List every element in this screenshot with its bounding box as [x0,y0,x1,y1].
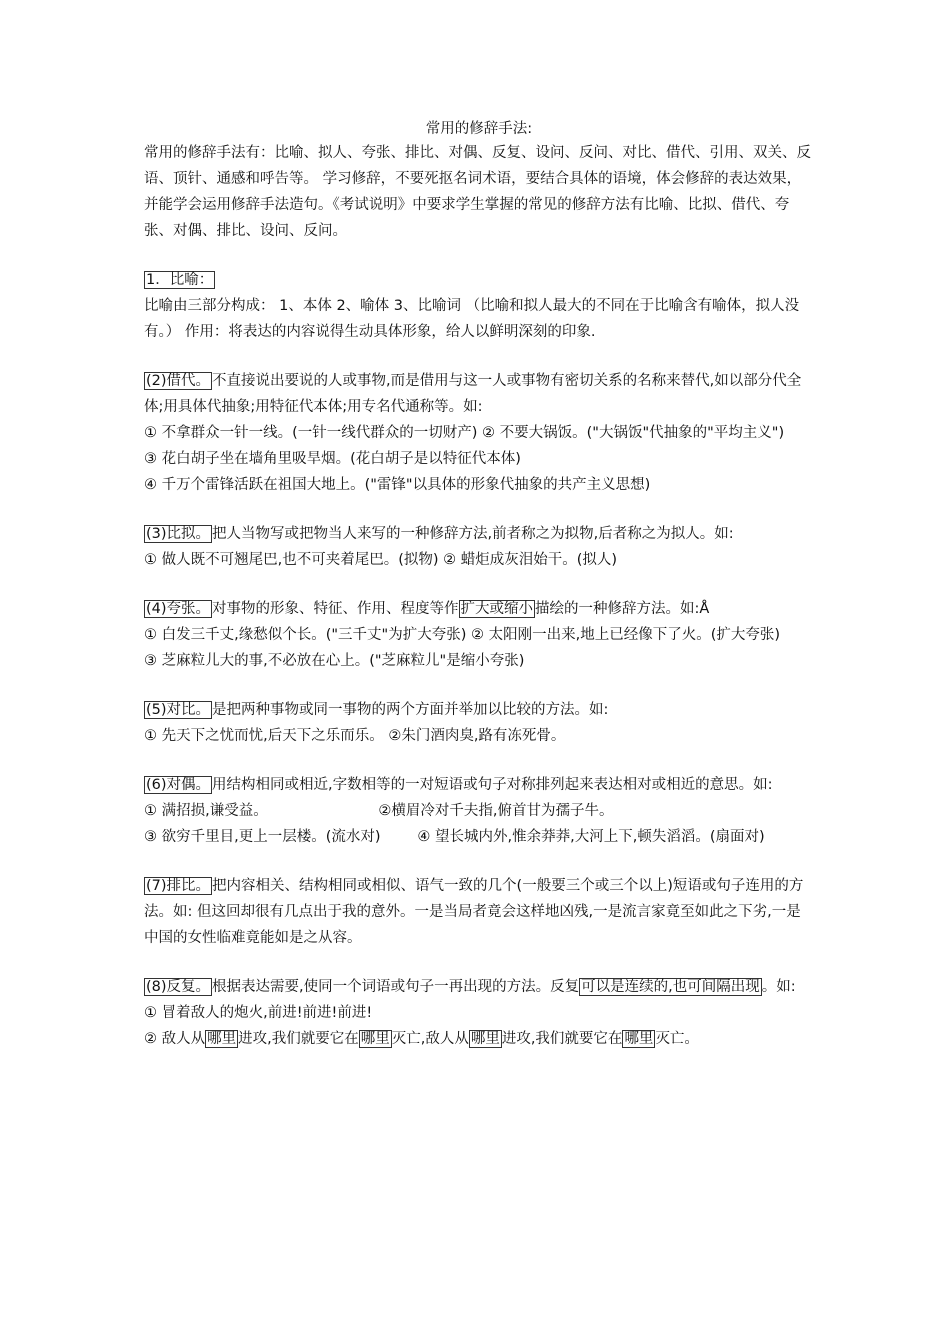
section-body: 把人当物写或把物当人来写的一种修辞方法,前者称之为拟物,后者称之为拟人。如: [212,526,734,542]
section-body: 对事物的形象、特征、作用、程度等作 [212,601,459,617]
section-contrast [144,697,814,749]
section-heading: (2)借代。 [146,373,211,389]
text-run: 灭亡。 [655,1031,699,1047]
page-title: 常用的修辞手法: [425,121,533,137]
section-body: 比喻由三部分构成： 1、本体 2、喻体 3、比喻词 （比喻和拟人最大的不同在于比喻含有喻体，拟人没有。） 作用：将表达的内容说得生动具体形象，给人以鲜明深刻的印象. [144,298,800,340]
boxed-phrase: 可以是连续的,也可间隔出现 [581,979,760,995]
text-run: 进攻,我们就要它在 [238,1031,359,1047]
example-line: ③ 芝麻粒儿大的事,不必放在心上。("芝麻粒儿"是缩小夸张) [144,653,525,669]
section-hyperbole [144,596,814,674]
section-body: 不直接说出要说的人或事物,而是借用与这一人或事物有密切关系的名称来替代,如以部分代全体;用具体代抽象;用特征代本体;用专名代通称等。如: [144,373,802,415]
section-body: 用结构相同或相近,字数相等的一对短语或句子对称排列起来表达相对或相近的意思。如: [212,777,773,793]
example-line: ③ 花白胡子坐在墙角里吸旱烟。(花白胡子是以特征代本体) [144,451,521,467]
section-personification [144,521,814,573]
section-body: 是把两种事物或同一事物的两个方面并举加以比较的方法。如: [212,702,609,718]
section-antithesis [144,772,814,850]
section-heading: (8)反复。 [146,979,211,995]
boxed-word: 哪里 [470,1031,500,1047]
boxed-word: 哪里 [360,1031,390,1047]
section-body: 根据表达需要,使同一个词语或句子一再出现的方法。反复 [212,979,580,995]
example-line: ① 不拿群众一针一线。(一针一线代群众的一切财产) ② 不要大锅饭。("大锅饭"代抽象的"平均主义") [144,425,785,441]
example-line: ① 先天下之忧而忧,后天下之乐而乐。 ②朱门酒肉臭,路有冻死骨。 [144,728,566,744]
section-heading: (6)对偶。 [146,777,211,793]
boxed-word: 哪里 [624,1031,654,1047]
boxed-phrase: 扩大或缩小 [460,601,534,617]
section-body: 把内容相关、结构相同或相似、语气一致的几个(一般要三个或三个以上)短语或句子连用的方法。如: 但这回却很有几点出于我的意外。一是当局者竟会这样地凶残,一是流言家竟至如此之下劣,一是中国的女性临难竟能如是之从容。 [144,878,804,946]
section-heading: (3)比拟。 [146,526,211,542]
section-parallelism [144,873,814,951]
example-line: ③ 欲穷千里目,更上一层楼。(流水对) ④ 望长城内外,惟余莽莽,大河上下,顿失滔滔。(扇面对) [144,829,765,845]
section-metonymy [144,368,814,498]
text-run: 进攻,我们就要它在 [501,1031,623,1047]
example-line: ① 满招损,谦受益。 ②横眉冷对千夫指,俯首甘为孺子牛。 [144,803,614,819]
example-line: ① 做人既不可翘尾巴,也不可夹着尾巴。(拟物) ② 蜡炬成灰泪始干。(拟人) [144,552,618,568]
section-metaphor [144,267,814,345]
section-body: 描绘的一种修辞方法。如:Å [535,601,710,617]
intro-paragraph: 常用的修辞手法有：比喻、拟人、夸张、排比、对偶、反复、设问、反问、对比、借代、引用、双关、反语、顶针、通感和呼告等。 学习修辞，不要死抠名词术语，要结合具体的语境，体会修辞的表达效果，并能学会运用修辞手法造句。《考试说明》中要求学生掌握的常见的修辞方法有比喻、比拟、借代、夸张、对偶、排比、设问、反问。 [144,145,811,239]
text-run: 灭亡,敌人从 [391,1031,469,1047]
boxed-word: 哪里 [207,1031,237,1047]
example-line: ① 白发三千丈,缘愁似个长。("三千丈"为扩大夸张) ② 太阳刚一出来,地上已经像下了火。(扩大夸张) [144,627,781,643]
document-page [144,118,814,1052]
section-body: 。如: [761,979,796,995]
section-heading: (4)夸张。 [146,601,211,617]
text-run: ② 敌人从 [144,1031,206,1047]
example-line: ④ 千万个雷锋活跃在祖国大地上。("雷锋"以具体的形象代抽象的共产主义思想) [144,477,651,493]
section-heading: (5)对比。 [146,702,211,718]
example-line: ① 冒着敌人的炮火,前进!前进!前进! [144,1005,373,1021]
example-line [144,1026,814,1052]
section-repetition [144,974,814,1052]
section-heading: 1．比喻： [146,272,214,288]
section-heading: (7)排比。 [146,878,211,894]
